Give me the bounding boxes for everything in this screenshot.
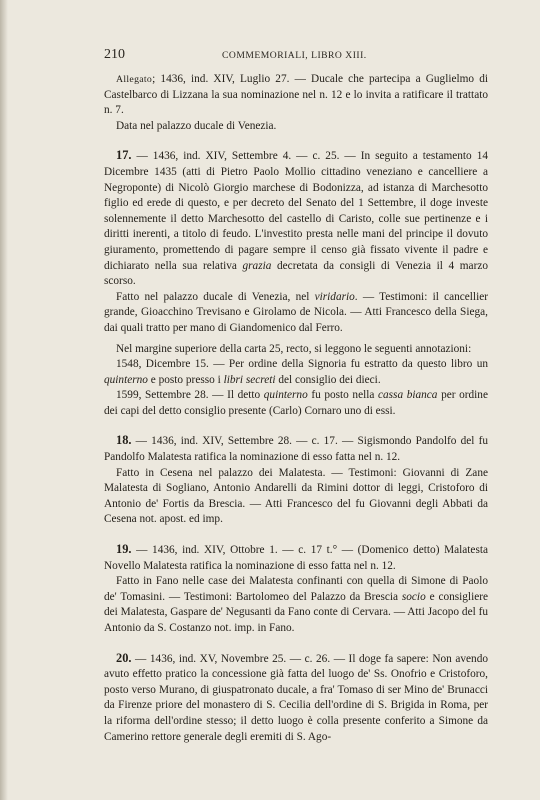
page-body	[104, 72, 488, 745]
italic-term: quinterno	[263, 389, 308, 402]
italic-term: socio	[401, 590, 426, 603]
entry-19-heading	[104, 542, 488, 574]
entry-number: 19.	[116, 542, 132, 557]
paragraph-text: per ordine dei capi del detto consiglio presente (Carlo) Cornaro uno di essi.	[104, 389, 488, 417]
paragraph-text: decretata da consigli di Venezia il 4 marzo scorso.	[104, 259, 488, 288]
paragraph-text: — 1436, ind. XIV, Settembre 28. — c. 17. — Sigismondo Pandolfo del fu Pandolfo Malatesta ratifica la nominazione di esso fatta nel n. 12.	[104, 435, 488, 464]
entry-18-heading	[104, 433, 488, 465]
paragraph-text: Fatto in Fano nelle case dei Malatesta confinanti con quella di Simone di Paolo de' Tomasini. — Testimoni: Bartolomeo del Palazzo da Brescia	[104, 575, 488, 603]
paragraph-place	[104, 290, 488, 337]
entry-17-heading	[104, 148, 488, 289]
paragraph-text: e posto presso i	[147, 373, 224, 386]
paragraph-annotation-1599	[104, 388, 488, 419]
entry-number: 20.	[116, 650, 132, 665]
paragraph-text: 1548, Dicembre 15. — Per ordine della Signoria fu estratto da questo libro un	[116, 358, 488, 371]
paragraph-text: Data nel palazzo ducale di Venezia.	[116, 119, 277, 132]
paragraph-text: — 1436, ind. XIV, Ottobre 1. — c. 17 t.° — (Domenico detto) Malatesta Novello Malatesta ratifica la nominazione di esso fatta nel n. 12.	[104, 544, 488, 572]
allegato-label: Allegato	[116, 74, 153, 85]
paragraph-text: Fatto in Cesena nel palazzo dei Malatesta. — Testimoni: Giovanni di Zane Malatesta di Sogliano, Antonio Andarelli da Rimini dottor di leggi, Cristoforo di Antonio de' Fortis da Brescia. — Atti Francesco del fu Giovanni degli Abbati da Cesena not. apost. ed imp.	[104, 466, 488, 526]
paragraph-margin-note	[104, 342, 488, 358]
entry-number: 18.	[116, 433, 132, 448]
running-title: COMMEMORIALI, LIBRO XIII.	[222, 50, 367, 61]
entry-number: 17.	[116, 148, 132, 163]
paragraph-text: Fatto nel palazzo ducale di Venezia, nel	[116, 290, 315, 303]
paragraph-place	[104, 574, 488, 636]
paragraph-text: — 1436, ind. XIV, Settembre 4. — c. 25. — In seguito a testamento 14 Dicembre 1435 (atti di Pietro Paolo Mollio cittadino veneziano e cancelliere a Negroponte) di Nicolò Giorgio marchese di Bodonizza, ad istanza di Marchesotto figlio ed erede di questo, e per decreto del Senato del 1 Settembre, il doge investe solennemente il detto Marchesotto del castello di Caristo, colle sue pertinenze e i diritti inerenti, a titolo di feudo. L'investito presta nelle mani del principe il dovuto giuramento, promettendo di pagare sempre il censo già fissato vivente il padre e dichiarato nella sua relativa	[104, 150, 488, 272]
paragraph-annotation-1548	[104, 357, 488, 388]
entry-20-heading	[104, 651, 488, 746]
page-header	[104, 47, 488, 63]
italic-term: viridario	[314, 290, 355, 303]
italic-term: cassa bianca	[378, 389, 438, 402]
paragraph-place	[104, 466, 488, 528]
italic-term: quinterno	[104, 373, 148, 386]
paragraph-allegato	[104, 72, 488, 119]
paragraph-text: ; 1436, ind. XIV, Luglio 27. — Ducale che partecipa a Guglielmo di Castelbarco di Lizzana la sua nominazione nel n. 12 e lo invita a ratificare il trattato n. 7.	[104, 73, 488, 117]
paragraph-place	[104, 119, 488, 135]
paragraph-text: e consigliere dei Malatesta, Gaspare de' Negusanti da Fano conte di Cervara. — Atti Jacopo del fu Antonio da S. Costanzo not. imp. in Fano.	[104, 590, 489, 634]
page-number: 210	[104, 47, 125, 62]
paragraph-text: 1599, Settembre 28. — Il detto	[116, 389, 264, 402]
italic-term: libri secreti	[223, 373, 276, 386]
paragraph-text: — 1436, ind. XV, Novembre 25. — c. 26. — Il doge fa sapere: Non avendo avuto effetto pratico la concessione già fatta del luogo de' Ss. Onofrio e Cristoforo, posto verso Murano, di giuspatronato ducale, a fra' Tomaso di ser Mino de' Brunacci da Firenze priore del monastero di S. Cecilia dell'ordine di S. Brigida in Roma, per la riforma dell'ordine stesso; il detto luogo è colla presente conferito a Simone da Camerino rettore generale degli eremiti di S. Ago-	[104, 652, 488, 743]
paragraph-text: Nel margine superiore della carta 25, recto, si leggono le seguenti annotazioni:	[116, 342, 472, 355]
paragraph-text: . — Testimoni: il cancellier grande, Gioacchino Trevisano e Girolamo de Nicola. — Atti Francesco della Siega, dai quali tratto per mano di Giandomenico dal Ferro.	[104, 290, 488, 334]
paragraph-text: fu posto nella	[307, 389, 378, 402]
italic-term: grazia	[242, 259, 272, 272]
paragraph-text: del consiglio dei dieci.	[275, 373, 381, 386]
